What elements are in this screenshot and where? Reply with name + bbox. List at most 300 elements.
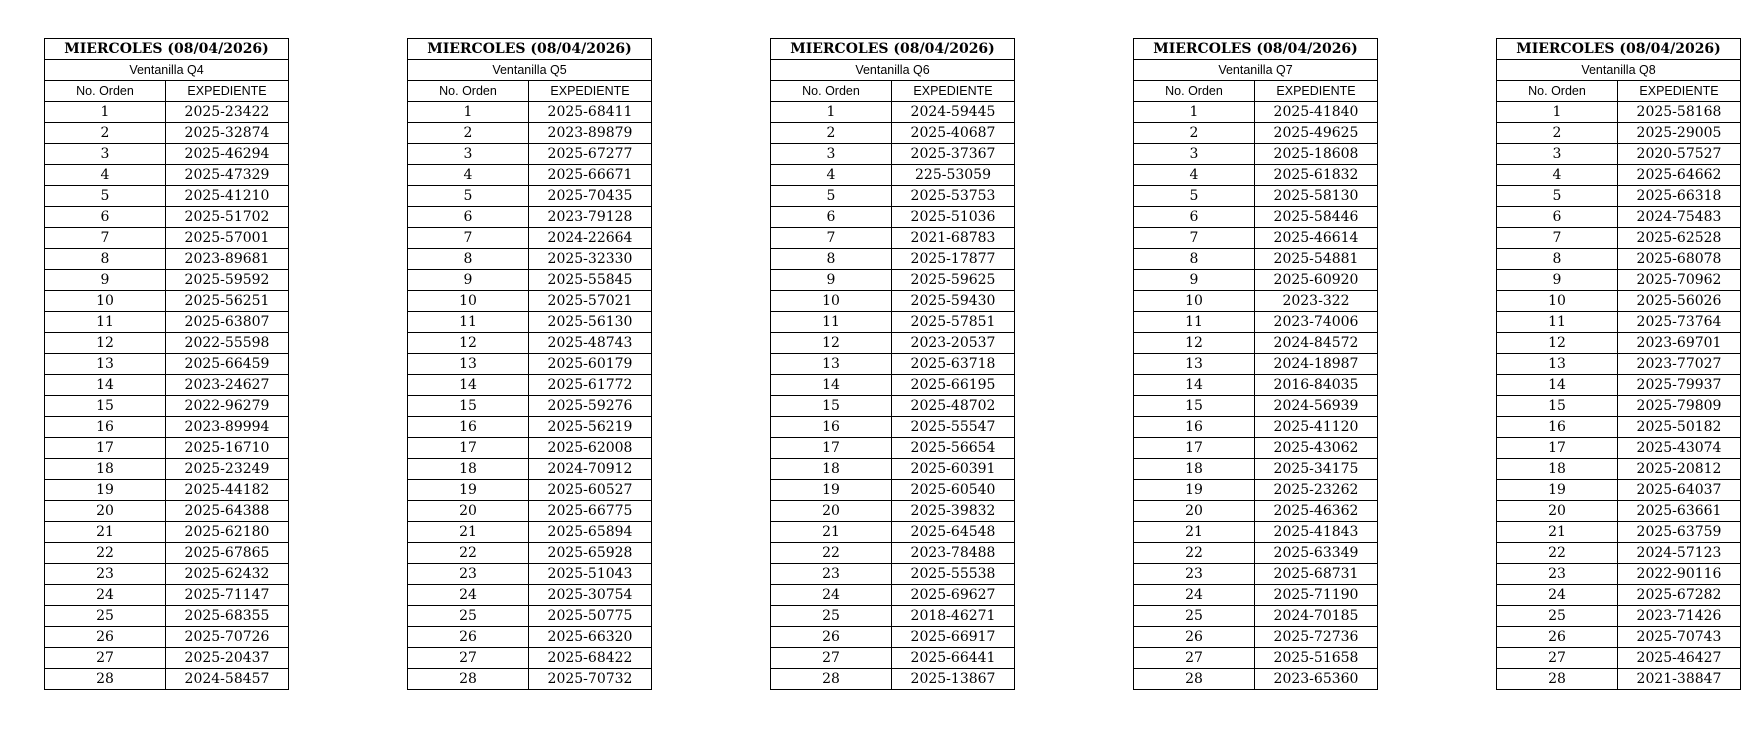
order-number-cell: 4 (45, 165, 166, 186)
table-row (771, 207, 1015, 228)
order-number-cell: 26 (1497, 627, 1618, 648)
column-header-expediente: EXPEDIENTE (1618, 81, 1741, 102)
expediente-cell: 2025-39832 (892, 501, 1015, 522)
table-row (1134, 480, 1378, 501)
expediente-cell: 2025-72736 (1255, 627, 1378, 648)
expediente-cell: 2025-66441 (892, 648, 1015, 669)
table-row (1134, 165, 1378, 186)
expediente-cell: 2025-62008 (529, 438, 652, 459)
expediente-cell: 2025-50182 (1618, 417, 1741, 438)
order-number-cell: 7 (408, 228, 529, 249)
table-title: MIERCOLES (08/04/2026) (1134, 39, 1378, 60)
window-table-4 (1133, 38, 1378, 690)
order-number-cell: 8 (408, 249, 529, 270)
table-row (45, 228, 289, 249)
table-row (45, 291, 289, 312)
expediente-cell: 2025-13867 (892, 669, 1015, 690)
expediente-cell: 2025-60920 (1255, 270, 1378, 291)
order-number-cell: 13 (1134, 354, 1255, 375)
table-row (408, 564, 652, 585)
table-row (45, 186, 289, 207)
title-row (45, 39, 289, 60)
table-row (408, 186, 652, 207)
table-row (408, 459, 652, 480)
order-number-cell: 5 (1497, 186, 1618, 207)
table-row (1134, 417, 1378, 438)
order-number-cell: 5 (1134, 186, 1255, 207)
order-number-cell: 1 (1497, 102, 1618, 123)
expediente-cell: 2025-46294 (166, 144, 289, 165)
order-number-cell: 4 (408, 165, 529, 186)
table-row (45, 396, 289, 417)
table-row (1134, 585, 1378, 606)
table-row (45, 543, 289, 564)
expediente-cell: 2025-66318 (1618, 186, 1741, 207)
table-title: MIERCOLES (08/04/2026) (45, 39, 289, 60)
expediente-cell: 2025-40687 (892, 123, 1015, 144)
order-number-cell: 15 (1497, 396, 1618, 417)
table-row (1134, 669, 1378, 690)
expediente-cell: 2025-32330 (529, 249, 652, 270)
table-row (1497, 144, 1741, 165)
order-number-cell: 19 (771, 480, 892, 501)
column-header-order: No. Orden (771, 81, 892, 102)
table-row (1497, 648, 1741, 669)
table-row (771, 459, 1015, 480)
expediente-cell: 2025-58168 (1618, 102, 1741, 123)
expediente-cell: 2025-70962 (1618, 270, 1741, 291)
expediente-cell: 2023-65360 (1255, 669, 1378, 690)
order-number-cell: 17 (45, 438, 166, 459)
expediente-cell: 2025-68078 (1618, 249, 1741, 270)
window-label: Ventanilla Q8 (1497, 60, 1741, 81)
expediente-cell: 2025-66459 (166, 354, 289, 375)
expediente-cell: 2025-54881 (1255, 249, 1378, 270)
order-number-cell: 28 (1134, 669, 1255, 690)
order-number-cell: 2 (771, 123, 892, 144)
expediente-cell: 2025-66671 (529, 165, 652, 186)
order-number-cell: 25 (408, 606, 529, 627)
expediente-cell: 2021-38847 (1618, 669, 1741, 690)
window-label: Ventanilla Q6 (771, 60, 1015, 81)
order-number-cell: 20 (408, 501, 529, 522)
expediente-cell: 2024-70185 (1255, 606, 1378, 627)
table-row (1497, 165, 1741, 186)
expediente-cell: 2025-65928 (529, 543, 652, 564)
expediente-cell: 2025-68411 (529, 102, 652, 123)
expediente-cell: 2025-56130 (529, 312, 652, 333)
table-row (1497, 228, 1741, 249)
order-number-cell: 10 (771, 291, 892, 312)
expediente-cell: 2025-71147 (166, 585, 289, 606)
table-row (1497, 543, 1741, 564)
table-row (408, 375, 652, 396)
expediente-cell: 2025-68422 (529, 648, 652, 669)
order-number-cell: 13 (1497, 354, 1618, 375)
order-number-cell: 6 (1497, 207, 1618, 228)
order-number-cell: 15 (45, 396, 166, 417)
order-number-cell: 27 (1134, 648, 1255, 669)
order-number-cell: 2 (1497, 123, 1618, 144)
table-row (771, 522, 1015, 543)
expediente-cell: 2022-55598 (166, 333, 289, 354)
table-row (45, 249, 289, 270)
table-row (771, 270, 1015, 291)
table-row (1497, 438, 1741, 459)
expediente-cell: 2024-56939 (1255, 396, 1378, 417)
order-number-cell: 3 (408, 144, 529, 165)
order-number-cell: 24 (1497, 585, 1618, 606)
expediente-cell: 2025-30754 (529, 585, 652, 606)
order-number-cell: 14 (771, 375, 892, 396)
table-row (1134, 207, 1378, 228)
order-number-cell: 25 (1497, 606, 1618, 627)
expediente-cell: 2025-41843 (1255, 522, 1378, 543)
table-row (45, 312, 289, 333)
table-row (45, 669, 289, 690)
expediente-cell: 2025-23422 (166, 102, 289, 123)
table-row (771, 249, 1015, 270)
table-row (45, 606, 289, 627)
table-row (771, 228, 1015, 249)
expediente-cell: 2025-56654 (892, 438, 1015, 459)
order-number-cell: 3 (771, 144, 892, 165)
table-row (771, 648, 1015, 669)
order-number-cell: 3 (45, 144, 166, 165)
order-number-cell: 4 (1134, 165, 1255, 186)
order-number-cell: 23 (1497, 564, 1618, 585)
table-row (1497, 291, 1741, 312)
order-number-cell: 11 (408, 312, 529, 333)
header-row (45, 81, 289, 102)
order-number-cell: 12 (771, 333, 892, 354)
table-row (771, 102, 1015, 123)
window-table-3 (770, 38, 1015, 690)
expediente-cell: 2025-56219 (529, 417, 652, 438)
window-table-2 (407, 38, 652, 690)
order-number-cell: 12 (1497, 333, 1618, 354)
header-row (408, 81, 652, 102)
expediente-cell: 2025-61832 (1255, 165, 1378, 186)
column-header-order: No. Orden (1134, 81, 1255, 102)
order-number-cell: 1 (408, 102, 529, 123)
expediente-cell: 2025-71190 (1255, 585, 1378, 606)
table-row (1134, 228, 1378, 249)
order-number-cell: 13 (771, 354, 892, 375)
table-row (45, 417, 289, 438)
order-number-cell: 14 (45, 375, 166, 396)
expediente-cell: 2025-67282 (1618, 585, 1741, 606)
expediente-cell: 2025-60527 (529, 480, 652, 501)
table-row (1134, 186, 1378, 207)
expediente-cell: 2023-89879 (529, 123, 652, 144)
expediente-cell: 2025-79809 (1618, 396, 1741, 417)
expediente-cell: 2025-79937 (1618, 375, 1741, 396)
order-number-cell: 5 (771, 186, 892, 207)
expediente-cell: 2025-59625 (892, 270, 1015, 291)
expediente-cell: 2025-59592 (166, 270, 289, 291)
expediente-cell: 2025-34175 (1255, 459, 1378, 480)
order-number-cell: 27 (408, 648, 529, 669)
table-row (408, 522, 652, 543)
expediente-cell: 2025-41210 (166, 186, 289, 207)
table-row (45, 354, 289, 375)
expediente-cell: 2023-71426 (1618, 606, 1741, 627)
expediente-cell: 2025-20437 (166, 648, 289, 669)
expediente-cell: 2025-48702 (892, 396, 1015, 417)
table-row (1497, 312, 1741, 333)
table-row (771, 123, 1015, 144)
table-row (1497, 585, 1741, 606)
order-number-cell: 11 (1497, 312, 1618, 333)
order-number-cell: 16 (45, 417, 166, 438)
order-number-cell: 26 (771, 627, 892, 648)
expediente-cell: 2024-57123 (1618, 543, 1741, 564)
expediente-cell: 2025-64548 (892, 522, 1015, 543)
table-row (408, 291, 652, 312)
table-row (1497, 627, 1741, 648)
order-number-cell: 19 (45, 480, 166, 501)
header-row (1134, 81, 1378, 102)
table-row (45, 165, 289, 186)
order-number-cell: 21 (771, 522, 892, 543)
column-header-order: No. Orden (45, 81, 166, 102)
table-row (771, 291, 1015, 312)
window-row (1497, 60, 1741, 81)
order-number-cell: 7 (45, 228, 166, 249)
table-row (771, 165, 1015, 186)
expediente-cell: 2025-57851 (892, 312, 1015, 333)
order-number-cell: 25 (1134, 606, 1255, 627)
title-row (1134, 39, 1378, 60)
order-number-cell: 4 (1497, 165, 1618, 186)
table-row (771, 543, 1015, 564)
table-row (1134, 459, 1378, 480)
order-number-cell: 24 (1134, 585, 1255, 606)
table-row (45, 501, 289, 522)
order-number-cell: 12 (408, 333, 529, 354)
table-row (1134, 396, 1378, 417)
order-number-cell: 13 (408, 354, 529, 375)
order-number-cell: 10 (1134, 291, 1255, 312)
order-number-cell: 2 (45, 123, 166, 144)
expediente-cell: 2024-22664 (529, 228, 652, 249)
order-number-cell: 16 (1497, 417, 1618, 438)
expediente-cell: 2025-66320 (529, 627, 652, 648)
order-number-cell: 17 (408, 438, 529, 459)
table-row (1497, 354, 1741, 375)
order-number-cell: 6 (771, 207, 892, 228)
table-row (1134, 249, 1378, 270)
window-label: Ventanilla Q7 (1134, 60, 1378, 81)
expediente-cell: 2025-59430 (892, 291, 1015, 312)
expediente-cell: 2025-51658 (1255, 648, 1378, 669)
order-number-cell: 18 (1497, 459, 1618, 480)
expediente-cell: 2025-47329 (166, 165, 289, 186)
order-number-cell: 9 (771, 270, 892, 291)
table-row (45, 438, 289, 459)
expediente-cell: 2023-77027 (1618, 354, 1741, 375)
column-header-expediente: EXPEDIENTE (892, 81, 1015, 102)
order-number-cell: 1 (771, 102, 892, 123)
table-row (1497, 207, 1741, 228)
expediente-cell: 2025-46362 (1255, 501, 1378, 522)
order-number-cell: 15 (771, 396, 892, 417)
table-row (771, 564, 1015, 585)
table-row (771, 585, 1015, 606)
order-number-cell: 5 (45, 186, 166, 207)
table-row (408, 606, 652, 627)
table-row (1497, 522, 1741, 543)
table-row (1134, 375, 1378, 396)
expediente-cell: 2025-64662 (1618, 165, 1741, 186)
expediente-cell: 2025-58130 (1255, 186, 1378, 207)
table-row (45, 375, 289, 396)
table-row (1497, 501, 1741, 522)
table-row (45, 480, 289, 501)
table-row (1497, 459, 1741, 480)
table-row (408, 501, 652, 522)
table-row (1497, 564, 1741, 585)
expediente-cell: 2025-50775 (529, 606, 652, 627)
table-row (1134, 144, 1378, 165)
expediente-cell: 2025-41840 (1255, 102, 1378, 123)
order-number-cell: 19 (1497, 480, 1618, 501)
expediente-cell: 2025-58446 (1255, 207, 1378, 228)
expediente-cell: 2023-74006 (1255, 312, 1378, 333)
order-number-cell: 12 (1134, 333, 1255, 354)
window-row (45, 60, 289, 81)
order-number-cell: 8 (771, 249, 892, 270)
order-number-cell: 28 (1497, 669, 1618, 690)
expediente-cell: 2025-62528 (1618, 228, 1741, 249)
table-row (771, 627, 1015, 648)
order-number-cell: 14 (1497, 375, 1618, 396)
order-number-cell: 1 (45, 102, 166, 123)
expediente-cell: 2025-16710 (166, 438, 289, 459)
order-number-cell: 27 (45, 648, 166, 669)
expediente-cell: 2025-66775 (529, 501, 652, 522)
order-number-cell: 20 (45, 501, 166, 522)
expediente-cell: 2023-20537 (892, 333, 1015, 354)
column-header-expediente: EXPEDIENTE (529, 81, 652, 102)
table-row (771, 312, 1015, 333)
title-row (408, 39, 652, 60)
order-number-cell: 20 (1497, 501, 1618, 522)
expediente-cell: 2023-24627 (166, 375, 289, 396)
table-row (1497, 669, 1741, 690)
header-row (771, 81, 1015, 102)
expediente-cell: 2025-37367 (892, 144, 1015, 165)
table-row (45, 522, 289, 543)
table-row (1497, 270, 1741, 291)
expediente-cell: 225-53059 (892, 165, 1015, 186)
expediente-cell: 2023-79128 (529, 207, 652, 228)
table-row (1134, 123, 1378, 144)
table-row (408, 249, 652, 270)
table-row (1134, 606, 1378, 627)
column-header-expediente: EXPEDIENTE (1255, 81, 1378, 102)
expediente-cell: 2025-67277 (529, 144, 652, 165)
window-row (771, 60, 1015, 81)
order-number-cell: 6 (45, 207, 166, 228)
expediente-cell: 2025-55547 (892, 417, 1015, 438)
expediente-cell: 2024-70912 (529, 459, 652, 480)
order-number-cell: 2 (1134, 123, 1255, 144)
expediente-cell: 2025-62180 (166, 522, 289, 543)
table-row (771, 375, 1015, 396)
order-number-cell: 12 (45, 333, 166, 354)
column-header-order: No. Orden (1497, 81, 1618, 102)
order-number-cell: 22 (1134, 543, 1255, 564)
expediente-cell: 2025-56026 (1618, 291, 1741, 312)
table-row (408, 102, 652, 123)
expediente-cell: 2024-84572 (1255, 333, 1378, 354)
expediente-cell: 2025-70743 (1618, 627, 1741, 648)
table-row (1497, 333, 1741, 354)
expediente-cell: 2025-66917 (892, 627, 1015, 648)
table-row (45, 102, 289, 123)
expediente-cell: 2025-44182 (166, 480, 289, 501)
table-row (408, 207, 652, 228)
table-row (771, 333, 1015, 354)
expediente-cell: 2025-57021 (529, 291, 652, 312)
table-row (771, 417, 1015, 438)
expediente-cell: 2025-63718 (892, 354, 1015, 375)
order-number-cell: 11 (45, 312, 166, 333)
table-row (1497, 375, 1741, 396)
title-row (1497, 39, 1741, 60)
order-number-cell: 8 (45, 249, 166, 270)
order-number-cell: 22 (771, 543, 892, 564)
table-row (771, 438, 1015, 459)
table-row (771, 480, 1015, 501)
expediente-cell: 2025-43074 (1618, 438, 1741, 459)
expediente-cell: 2025-73764 (1618, 312, 1741, 333)
order-number-cell: 20 (771, 501, 892, 522)
order-number-cell: 8 (1134, 249, 1255, 270)
table-row (408, 438, 652, 459)
table-row (408, 669, 652, 690)
expediente-cell: 2025-70435 (529, 186, 652, 207)
expediente-cell: 2025-62432 (166, 564, 289, 585)
order-number-cell: 19 (1134, 480, 1255, 501)
order-number-cell: 19 (408, 480, 529, 501)
expediente-cell: 2025-51702 (166, 207, 289, 228)
table-row (771, 144, 1015, 165)
order-number-cell: 26 (408, 627, 529, 648)
expediente-cell: 2025-32874 (166, 123, 289, 144)
table-row (408, 144, 652, 165)
order-number-cell: 22 (408, 543, 529, 564)
table-row (45, 459, 289, 480)
expediente-cell: 2025-60540 (892, 480, 1015, 501)
table-row (1134, 312, 1378, 333)
table-row (45, 123, 289, 144)
order-number-cell: 17 (771, 438, 892, 459)
table-row (1134, 333, 1378, 354)
expediente-cell: 2025-68355 (166, 606, 289, 627)
expediente-cell: 2025-59276 (529, 396, 652, 417)
order-number-cell: 8 (1497, 249, 1618, 270)
table-row (1497, 249, 1741, 270)
expediente-cell: 2021-68783 (892, 228, 1015, 249)
expediente-cell: 2020-57527 (1618, 144, 1741, 165)
table-row (1497, 186, 1741, 207)
expediente-cell: 2022-96279 (166, 396, 289, 417)
order-number-cell: 9 (408, 270, 529, 291)
order-number-cell: 20 (1134, 501, 1255, 522)
